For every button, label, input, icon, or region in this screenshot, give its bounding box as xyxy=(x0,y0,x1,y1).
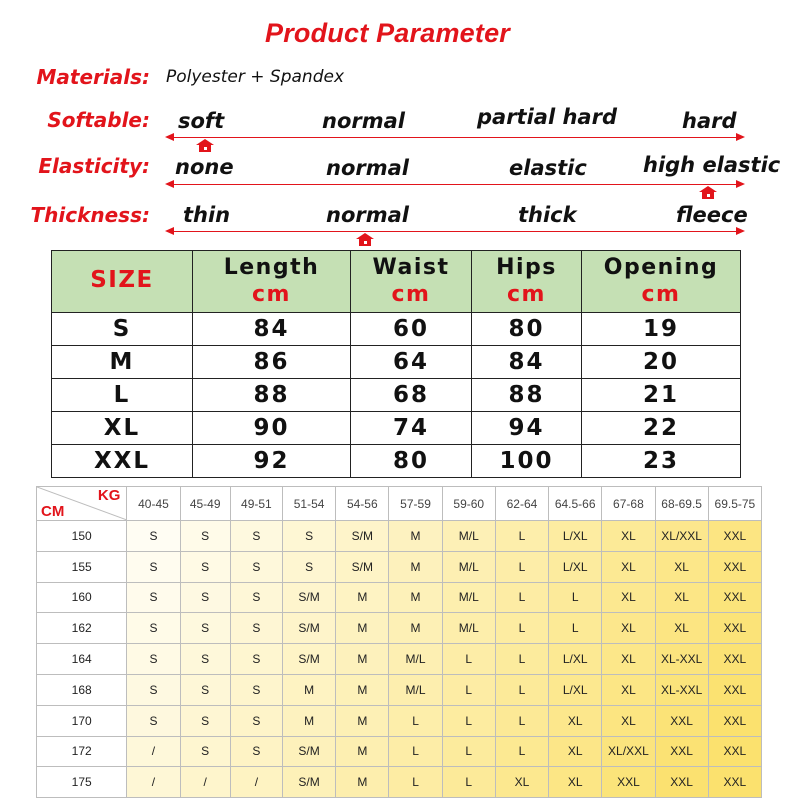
waist-header-cell xyxy=(351,251,472,313)
elasticity-scale-line xyxy=(172,184,738,185)
height-row xyxy=(37,736,762,767)
size-recommendation-cell: / xyxy=(180,767,230,798)
height-cell: 175 xyxy=(37,767,127,798)
size-recommendation-cell: S xyxy=(230,644,282,675)
weight-header-cell: 69.5-75 xyxy=(708,487,761,521)
thickness-label: Thickness: xyxy=(30,203,150,227)
size-recommendation-cell: M xyxy=(389,521,442,552)
size-recommendation-cell: XL xyxy=(549,736,602,767)
length-header-cell xyxy=(193,251,351,313)
softable-option-hard: hard xyxy=(682,109,737,133)
size-recommendation-cell: XXL xyxy=(708,521,761,552)
height-row xyxy=(37,582,762,613)
height-cell: 150 xyxy=(37,521,127,552)
length-unit: cm xyxy=(252,282,291,307)
height-row xyxy=(37,705,762,736)
opening-unit: cm xyxy=(641,282,681,307)
size-recommendation-cell: L xyxy=(389,767,442,798)
hips-unit: cm xyxy=(507,282,546,307)
size-recommendation-cell: M xyxy=(336,736,389,767)
size-recommendation-cell: XXL xyxy=(708,582,761,613)
size-recommendation-cell: XL xyxy=(655,582,708,613)
size-recommendation-cell: XXL xyxy=(708,736,761,767)
opening-header: Opening xyxy=(603,255,719,280)
height-row xyxy=(37,551,762,582)
softable-arrow-left-icon xyxy=(165,133,174,141)
size-recommendation-cell: L xyxy=(389,705,442,736)
elasticity-option-none: none xyxy=(175,155,234,179)
size-recommendation-cell: S/M xyxy=(282,582,335,613)
length-cell: 90 xyxy=(193,412,351,445)
height-row xyxy=(37,644,762,675)
opening-cell: 23 xyxy=(582,445,741,478)
weight-header-cell: 67-68 xyxy=(602,487,655,521)
thickness-option-thick: thick xyxy=(518,203,577,227)
size-recommendation-cell: S xyxy=(127,674,180,705)
thickness-option-thin: thin xyxy=(183,203,231,227)
size-recommendation-cell: / xyxy=(127,767,180,798)
size-recommendation-cell: L xyxy=(389,736,442,767)
opening-cell: 22 xyxy=(582,412,741,445)
size-recommendation-cell: M xyxy=(282,705,335,736)
size-recommendation-cell: S xyxy=(180,582,230,613)
height-cell: 162 xyxy=(37,613,127,644)
thickness-arrow-left-icon xyxy=(165,227,174,235)
length-header: Length xyxy=(223,255,320,280)
size-recommendation-cell: XL xyxy=(602,551,655,582)
size-header-cell xyxy=(52,251,193,313)
size-recommendation-cell: L xyxy=(442,674,495,705)
size-recommendation-cell: L xyxy=(442,644,495,675)
size-recommendation-cell: XL xyxy=(549,705,602,736)
size-recommendation-cell: S/M xyxy=(282,736,335,767)
size-recommendation-cell: S xyxy=(180,613,230,644)
size-recommendation-cell: / xyxy=(230,767,282,798)
softable-marker-icon xyxy=(196,139,214,152)
size-cell: XL xyxy=(52,412,193,445)
size-recommendation-cell: S xyxy=(127,613,180,644)
size-recommendation-cell: L xyxy=(495,613,548,644)
size-recommendation-cell: S/M xyxy=(336,551,389,582)
size-recommendation-cell: L xyxy=(495,551,548,582)
length-cell: 88 xyxy=(193,379,351,412)
height-row xyxy=(37,613,762,644)
size-recommendation-cell: L/XL xyxy=(549,551,602,582)
weight-header-cell: 49-51 xyxy=(230,487,282,521)
size-table xyxy=(51,250,741,478)
size-recommendation-cell: M xyxy=(336,767,389,798)
size-row-m xyxy=(52,346,741,379)
size-recommendation-cell: XXL xyxy=(655,767,708,798)
size-recommendation-cell: S xyxy=(230,551,282,582)
hips-header-cell xyxy=(472,251,582,313)
size-recommendation-cell: XXL xyxy=(708,674,761,705)
waist-header: Waist xyxy=(372,255,450,280)
weight-header-cell: 64.5-66 xyxy=(549,487,602,521)
size-recommendation-cell: M xyxy=(282,674,335,705)
size-recommendation-cell: M/L xyxy=(389,644,442,675)
kg-label: KG xyxy=(97,487,121,504)
size-recommendation-cell: XL xyxy=(602,613,655,644)
softable-label: Softable: xyxy=(47,108,150,132)
size-row-l xyxy=(52,379,741,412)
size-recommendation-cell: S xyxy=(127,705,180,736)
elasticity-label: Elasticity: xyxy=(38,154,150,178)
cm-label: CM xyxy=(41,503,65,520)
size-recommendation-cell: M/L xyxy=(442,521,495,552)
weight-header-cell: 59-60 xyxy=(442,487,495,521)
size-recommendation-cell: S xyxy=(127,521,180,552)
size-recommendation-cell: XL xyxy=(549,767,602,798)
size-recommendation-cell: L xyxy=(442,767,495,798)
size-recommendation-cell: L xyxy=(495,674,548,705)
elasticity-arrow-left-icon xyxy=(165,180,174,188)
page-title: Product Parameter xyxy=(265,18,510,48)
height-row xyxy=(37,674,762,705)
elasticity-option-elastic: elastic xyxy=(509,156,587,180)
size-recommendation-cell: XXL xyxy=(708,644,761,675)
waist-cell: 80 xyxy=(351,445,472,478)
size-recommendation-cell: S xyxy=(180,521,230,552)
thickness-arrow-right-icon xyxy=(736,227,745,235)
weight-header-row xyxy=(37,487,762,521)
weight-header-cell: 54-56 xyxy=(336,487,389,521)
opening-cell: 21 xyxy=(582,379,741,412)
size-table-header xyxy=(52,251,741,313)
materials-value: Polyester + Spandex xyxy=(166,67,345,87)
size-recommendation-cell: XL xyxy=(602,521,655,552)
weight-header-cell: 45-49 xyxy=(180,487,230,521)
size-recommendation-cell: XL xyxy=(602,582,655,613)
elasticity-marker-icon xyxy=(699,186,717,199)
size-recommendation-cell: XL xyxy=(495,767,548,798)
size-recommendation-cell: S/M xyxy=(282,613,335,644)
weight-header-cell: 68-69.5 xyxy=(655,487,708,521)
size-recommendation-cell: S xyxy=(180,551,230,582)
size-recommendation-cell: S xyxy=(230,705,282,736)
size-recommendation-cell: S xyxy=(180,705,230,736)
height-weight-table xyxy=(36,486,762,798)
size-recommendation-cell: XL/XXL xyxy=(655,521,708,552)
size-recommendation-cell: M/L xyxy=(442,582,495,613)
height-row xyxy=(37,767,762,798)
size-cell: M xyxy=(52,346,193,379)
size-recommendation-cell: M xyxy=(389,551,442,582)
size-row-xxl xyxy=(52,445,741,478)
height-cell: 155 xyxy=(37,551,127,582)
size-recommendation-cell: XXL xyxy=(708,705,761,736)
height-cell: 170 xyxy=(37,705,127,736)
size-recommendation-cell: S xyxy=(282,521,335,552)
thickness-scale-line xyxy=(172,231,738,232)
size-cell: XXL xyxy=(52,445,193,478)
size-recommendation-cell: L xyxy=(495,705,548,736)
size-recommendation-cell: L xyxy=(495,582,548,613)
size-row-s xyxy=(52,313,741,346)
size-recommendation-cell: XL-XXL xyxy=(655,644,708,675)
size-recommendation-cell: XL xyxy=(655,613,708,644)
softable-scale-line xyxy=(172,137,738,138)
height-cell: 172 xyxy=(37,736,127,767)
size-recommendation-cell: XXL xyxy=(708,551,761,582)
size-recommendation-cell: / xyxy=(127,736,180,767)
size-recommendation-cell: S/M xyxy=(336,521,389,552)
size-recommendation-cell: XXL xyxy=(708,767,761,798)
softable-option-soft: soft xyxy=(178,109,225,133)
size-recommendation-cell: L/XL xyxy=(549,674,602,705)
size-recommendation-cell: L xyxy=(549,582,602,613)
size-recommendation-cell: L xyxy=(495,521,548,552)
size-recommendation-cell: M/L xyxy=(442,551,495,582)
size-recommendation-cell: S xyxy=(127,551,180,582)
size-recommendation-cell: XL xyxy=(602,674,655,705)
size-row-xl xyxy=(52,412,741,445)
size-recommendation-cell: M xyxy=(389,613,442,644)
size-recommendation-cell: XL/XXL xyxy=(602,736,655,767)
size-recommendation-cell: L xyxy=(549,613,602,644)
opening-cell: 20 xyxy=(582,346,741,379)
thickness-marker-icon xyxy=(356,233,374,246)
size-recommendation-cell: S xyxy=(230,613,282,644)
size-recommendation-cell: S/M xyxy=(282,767,335,798)
size-recommendation-cell: S xyxy=(282,551,335,582)
size-recommendation-cell: XXL xyxy=(708,613,761,644)
corner-cell xyxy=(37,487,127,521)
materials-label: Materials: xyxy=(36,65,150,89)
size-recommendation-cell: S xyxy=(230,521,282,552)
hips-cell: 94 xyxy=(472,412,582,445)
size-recommendation-cell: XXL xyxy=(655,736,708,767)
softable-arrow-right-icon xyxy=(736,133,745,141)
size-recommendation-cell: XXL xyxy=(602,767,655,798)
size-header: SIZE xyxy=(90,267,154,293)
weight-header-cell: 40-45 xyxy=(127,487,180,521)
length-cell: 92 xyxy=(193,445,351,478)
size-recommendation-cell: S xyxy=(180,644,230,675)
size-recommendation-cell: XL xyxy=(602,705,655,736)
opening-cell: 19 xyxy=(582,313,741,346)
hips-cell: 100 xyxy=(472,445,582,478)
size-recommendation-cell: M xyxy=(336,582,389,613)
weight-header-cell: 57-59 xyxy=(389,487,442,521)
elasticity-option-normal: normal xyxy=(326,156,409,180)
height-row xyxy=(37,521,762,552)
size-recommendation-cell: S xyxy=(180,674,230,705)
height-cell: 160 xyxy=(37,582,127,613)
size-recommendation-cell: M xyxy=(336,613,389,644)
height-cell: 168 xyxy=(37,674,127,705)
opening-header-cell xyxy=(582,251,741,313)
size-recommendation-cell: XL-XXL xyxy=(655,674,708,705)
waist-cell: 68 xyxy=(351,379,472,412)
size-cell: L xyxy=(52,379,193,412)
size-recommendation-cell: L xyxy=(442,736,495,767)
size-recommendation-cell: L xyxy=(495,644,548,675)
size-recommendation-cell: S xyxy=(127,644,180,675)
size-recommendation-cell: S xyxy=(230,674,282,705)
hips-cell: 80 xyxy=(472,313,582,346)
hips-cell: 88 xyxy=(472,379,582,412)
size-recommendation-cell: L/XL xyxy=(549,521,602,552)
elasticity-option-high-elastic: high elastic xyxy=(643,153,781,177)
size-recommendation-cell: XL xyxy=(602,644,655,675)
thickness-option-normal: normal xyxy=(326,203,409,227)
size-recommendation-cell: S xyxy=(230,582,282,613)
size-recommendation-cell: XL xyxy=(655,551,708,582)
waist-unit: cm xyxy=(391,282,431,307)
length-cell: 86 xyxy=(193,346,351,379)
size-recommendation-cell: S xyxy=(180,736,230,767)
waist-cell: 64 xyxy=(351,346,472,379)
length-cell: 84 xyxy=(193,313,351,346)
size-cell: S xyxy=(52,313,193,346)
thickness-option-fleece: fleece xyxy=(676,203,748,227)
size-recommendation-cell: M/L xyxy=(442,613,495,644)
size-recommendation-cell: S xyxy=(230,736,282,767)
size-recommendation-cell: L xyxy=(495,736,548,767)
weight-header-cell: 51-54 xyxy=(282,487,335,521)
size-recommendation-cell: M xyxy=(336,705,389,736)
softable-option-normal: normal xyxy=(322,109,405,133)
waist-cell: 60 xyxy=(351,313,472,346)
size-recommendation-cell: L/XL xyxy=(549,644,602,675)
hips-header: Hips xyxy=(496,255,557,280)
waist-cell: 74 xyxy=(351,412,472,445)
hips-cell: 84 xyxy=(472,346,582,379)
elasticity-arrow-right-icon xyxy=(736,180,745,188)
height-cell: 164 xyxy=(37,644,127,675)
size-recommendation-cell: M xyxy=(389,582,442,613)
size-recommendation-cell: L xyxy=(442,705,495,736)
softable-option-partial-hard: partial hard xyxy=(477,105,617,129)
size-recommendation-cell: M xyxy=(336,674,389,705)
size-recommendation-cell: S xyxy=(127,582,180,613)
size-recommendation-cell: XXL xyxy=(655,705,708,736)
weight-header-cell: 62-64 xyxy=(495,487,548,521)
size-recommendation-cell: M xyxy=(336,644,389,675)
size-recommendation-cell: S/M xyxy=(282,644,335,675)
size-recommendation-cell: M/L xyxy=(389,674,442,705)
